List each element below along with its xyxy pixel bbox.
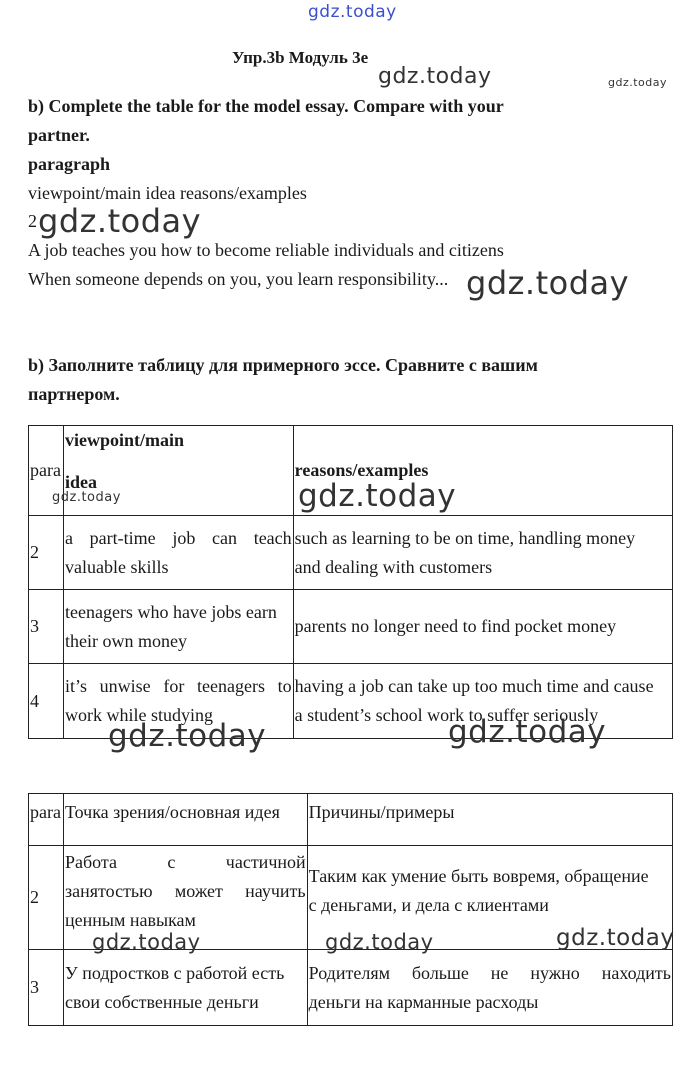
cell-reasons: parents no longer need to find pocket money xyxy=(293,590,672,664)
watermark-top: gdz.today xyxy=(308,2,397,22)
cell-para: 2 xyxy=(29,846,64,950)
header-para: para xyxy=(29,426,64,516)
watermark: gdz.today xyxy=(556,925,675,951)
instruction-ru-line2: партнером. xyxy=(28,384,120,404)
watermark: gdz.today xyxy=(448,714,607,750)
watermark: gdz.today xyxy=(52,490,121,505)
paragraph-number: 2 xyxy=(28,211,37,231)
table-row xyxy=(29,516,673,590)
table-row xyxy=(29,950,673,1026)
instruction-ru-line1: b) Заполните таблицу для примерного эссе. Сравните с вашим xyxy=(28,355,538,375)
columns-line: viewpoint/main idea reasons/examples xyxy=(28,183,307,203)
header-viewpoint: viewpoint/main idea xyxy=(63,426,293,516)
cell-para: 3 xyxy=(29,950,64,1026)
paragraph-label: paragraph xyxy=(28,154,111,174)
watermark: gdz.today xyxy=(466,264,630,302)
english-line-b: When someone depends on you, you learn responsibility... xyxy=(28,269,449,289)
watermark: gdz.today xyxy=(38,202,202,240)
table-row xyxy=(29,590,673,664)
cell-viewpoint: a part-time job can teach valuable skills xyxy=(63,516,293,590)
cell-reasons: Родителям больше не нужно находить деньги на карманные расходы xyxy=(307,950,672,1026)
header-para: para xyxy=(29,794,64,846)
cell-para: 4 xyxy=(29,664,64,739)
header-reasons: reasons/examples xyxy=(293,426,672,516)
table-row xyxy=(29,794,673,846)
watermark: gdz.today xyxy=(92,930,201,954)
watermark: gdz.today xyxy=(108,718,267,754)
cell-para: 2 xyxy=(29,516,64,590)
instruction-en-line2: partner. xyxy=(28,125,90,145)
watermark: gdz.today xyxy=(608,76,668,89)
cell-reasons: Таким как умение быть вовремя, обращение с деньгами, и дела с клиентами xyxy=(307,846,672,950)
table-ru xyxy=(28,793,673,1026)
cell-reasons: having a job can take up too much time and cause a student’s school work to suffer seriously xyxy=(293,664,672,739)
instruction-en-line1: b) Complete the table for the model essay. Compare with your xyxy=(28,96,504,116)
watermark: gdz.today xyxy=(325,930,434,954)
cell-viewpoint: Работа с частичной занятостью может научить ценным навыкам xyxy=(63,846,307,950)
cell-viewpoint: it’s unwise for teenagers to work while studying xyxy=(63,664,293,739)
header-viewpoint: Точка зрения/основная идея xyxy=(63,794,307,846)
watermark: gdz.today xyxy=(298,478,457,514)
cell-viewpoint: teenagers who have jobs earn their own money xyxy=(63,590,293,664)
page-title: Упр.3b Модуль 3e xyxy=(232,48,369,67)
watermark: gdz.today xyxy=(378,64,492,89)
cell-reasons: such as learning to be on time, handling money and dealing with customers xyxy=(293,516,672,590)
cell-viewpoint: У подростков с работой есть свои собственные деньги xyxy=(63,950,307,1026)
header-reasons: Причины/примеры xyxy=(307,794,672,846)
table-en xyxy=(28,425,673,739)
english-line-a: A job teaches you how to become reliable individuals and citizens xyxy=(28,240,504,260)
cell-para: 3 xyxy=(29,590,64,664)
